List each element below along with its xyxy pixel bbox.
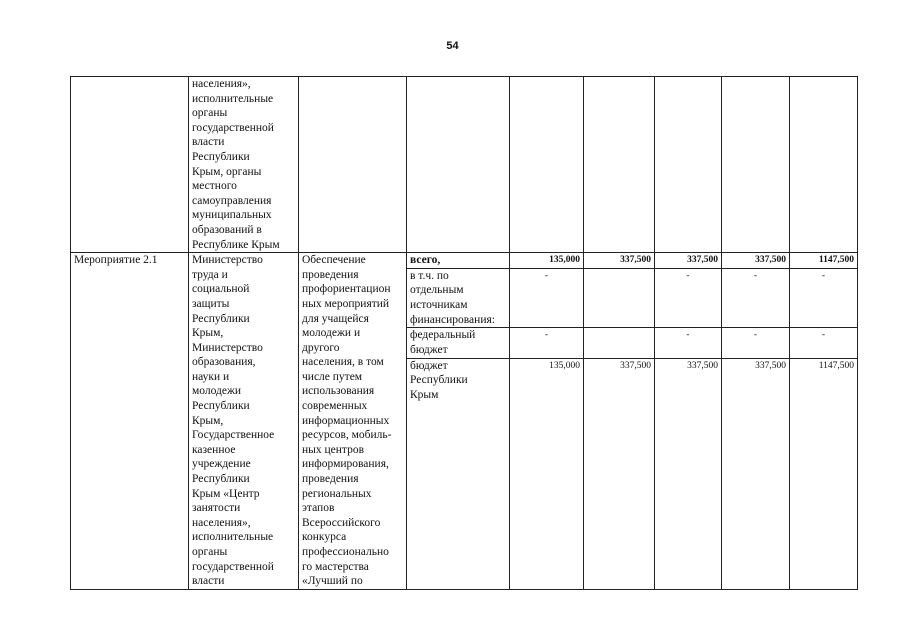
description-line: населения, в том xyxy=(302,356,384,369)
executors-line: Министерство xyxy=(192,341,263,354)
value-cell: - xyxy=(510,328,584,358)
executors-line: власти xyxy=(192,136,225,149)
executors-line: Министерство xyxy=(192,254,263,267)
value-cell: 337,500 xyxy=(722,358,790,589)
description-line: региональных xyxy=(302,487,372,500)
description-line: информирования, xyxy=(302,458,389,471)
value-cell: 337,500 xyxy=(584,358,655,589)
funding-label-sources xyxy=(407,268,510,328)
value-cell xyxy=(584,77,655,253)
value-cell: - xyxy=(722,328,790,358)
event-name-cell xyxy=(71,77,189,253)
executors-line: Республики xyxy=(192,473,250,486)
funding-label-line: отдельным xyxy=(410,284,464,297)
funding-label-line: федеральный xyxy=(410,329,476,342)
event-name-cell xyxy=(71,253,189,590)
executors-line: образования, xyxy=(192,356,256,369)
value-cell: - xyxy=(655,328,722,358)
value-cell: 135,000 xyxy=(510,253,584,269)
description-line: проведения xyxy=(302,268,359,281)
description-line: ных мероприятий xyxy=(302,297,390,310)
executors-line: казенное xyxy=(192,443,236,456)
description-line: го мастерства xyxy=(302,560,369,573)
description-line: другого xyxy=(302,341,340,354)
executors-line: государственной xyxy=(192,560,274,573)
description-line: Всероссийского xyxy=(302,516,381,529)
value-cell: 337,500 xyxy=(584,253,655,269)
funding-label-line: бюджет xyxy=(410,359,448,372)
funding-label-total: всего, xyxy=(407,253,510,269)
executors-line: молодежи xyxy=(192,385,242,398)
executors-line: Крым, органы xyxy=(192,165,262,178)
description-line: ных центров xyxy=(302,443,365,456)
executors-line: Крым, xyxy=(192,327,224,340)
executors-line: труда и xyxy=(192,268,228,281)
executors-line: защиты xyxy=(192,297,230,310)
value-cell: - xyxy=(790,328,858,358)
executors-line: Государственное xyxy=(192,429,275,442)
funding-label-line: финансирования: xyxy=(410,313,495,326)
executors-line: образований в xyxy=(192,223,262,236)
executors-line: Крым, xyxy=(192,414,224,427)
executors-line: власти xyxy=(192,575,225,588)
executors-line: учреждение xyxy=(192,458,251,471)
executors-line: органы xyxy=(192,546,228,558)
description-line: молодежи и xyxy=(302,327,361,340)
funding-label-regional xyxy=(407,358,510,589)
description-line: использования xyxy=(302,385,375,398)
executors-line: Крым «Центр xyxy=(192,487,260,500)
value-cell: - xyxy=(510,268,584,328)
description-line: профессионально xyxy=(302,546,389,558)
executors-line: науки и xyxy=(192,370,230,383)
funding-label-line: в т.ч. по xyxy=(410,269,449,282)
value-cell xyxy=(655,77,722,253)
event-name: Мероприятие 2.1 xyxy=(74,254,158,267)
value-cell: 1147,500 xyxy=(790,358,858,589)
value-cell xyxy=(722,77,790,253)
funding-label-line: источникам xyxy=(410,298,468,311)
page-number: 54 xyxy=(446,40,459,52)
description-line: этапов xyxy=(302,502,335,515)
description-line: ресурсов, мобиль- xyxy=(302,429,392,442)
value-cell xyxy=(584,328,655,358)
executors-cell xyxy=(189,253,299,590)
value-cell xyxy=(510,77,584,253)
description-line: Обеспечение xyxy=(302,254,366,267)
value-cell xyxy=(790,77,858,253)
value-cell: 135,000 xyxy=(510,358,584,589)
description-cell-continued xyxy=(299,77,407,253)
description-line: современных xyxy=(302,400,368,413)
description-line: для учащейся xyxy=(302,312,369,325)
program-table xyxy=(70,76,858,590)
value-cell: 1147,500 xyxy=(790,253,858,269)
description-cell xyxy=(299,253,407,590)
executors-line: органы xyxy=(192,107,228,120)
description-line: конкурса xyxy=(302,531,347,544)
description-line: информационных xyxy=(302,414,390,427)
description-line: числе путем xyxy=(302,370,363,383)
executors-line: населения», xyxy=(192,78,251,90)
value-cell xyxy=(584,268,655,328)
funding-label-cell xyxy=(407,77,510,253)
executors-line: социальной xyxy=(192,283,250,296)
funding-label-line: бюджет xyxy=(410,344,448,357)
executors-line: исполнительные xyxy=(192,531,274,544)
value-cell: - xyxy=(655,268,722,328)
executors-line: Республики xyxy=(192,150,250,163)
funding-label-line: Республики xyxy=(410,374,468,387)
funding-label-line: Крым xyxy=(410,388,439,401)
executors-cell-continued xyxy=(189,77,299,253)
executors-line: исполнительные xyxy=(192,92,274,105)
value-cell: 337,500 xyxy=(655,253,722,269)
executors-line: государственной xyxy=(192,121,274,134)
executors-line: муниципальных xyxy=(192,209,272,222)
description-line: профориентацион xyxy=(302,283,391,296)
executors-line: населения», xyxy=(192,516,251,529)
description-line: проведения xyxy=(302,473,359,486)
executors-line: Республики xyxy=(192,400,250,413)
value-cell: - xyxy=(722,268,790,328)
event-row-total xyxy=(71,253,858,269)
executors-line: Республики xyxy=(192,312,250,325)
executors-line: занятости xyxy=(192,502,241,515)
description-line: «Лучший по xyxy=(302,575,363,588)
continuation-row xyxy=(71,77,858,253)
executors-line: местного xyxy=(192,180,237,193)
executors-line: Республике Крым xyxy=(192,238,280,251)
value-cell: 337,500 xyxy=(655,358,722,589)
funding-label-federal xyxy=(407,328,510,358)
executors-line: самоуправления xyxy=(192,194,272,207)
value-cell: - xyxy=(790,268,858,328)
value-cell: 337,500 xyxy=(722,253,790,269)
